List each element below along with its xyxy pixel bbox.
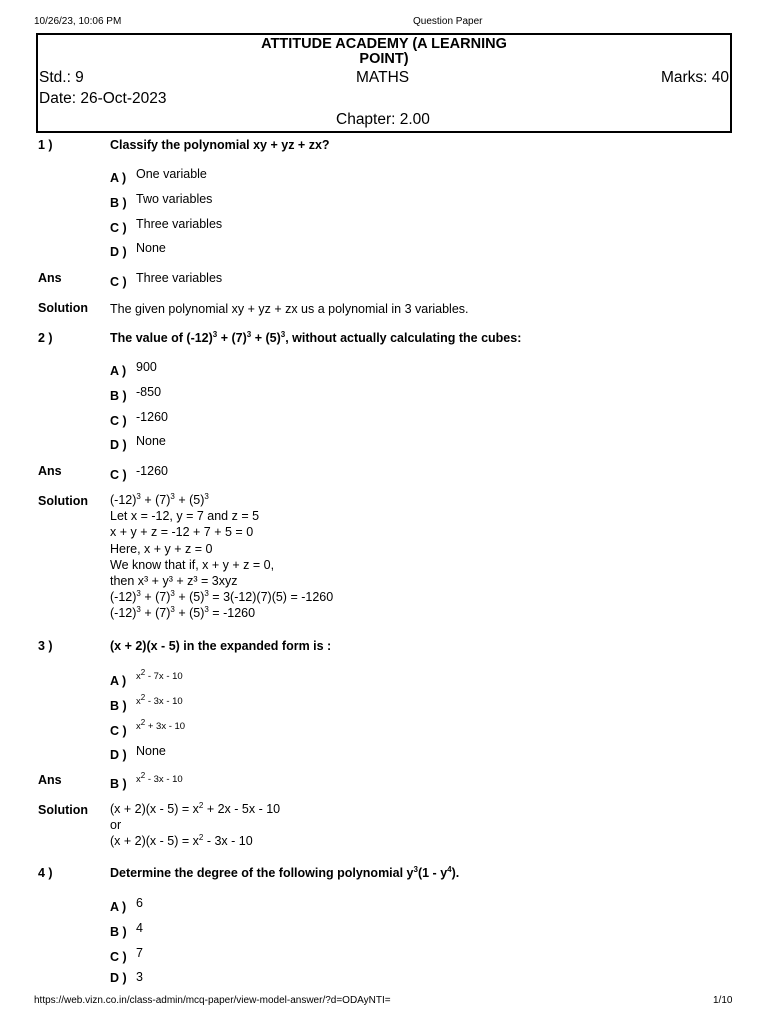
text-part: + (7) <box>140 590 171 605</box>
question-number: 4 ) <box>38 866 53 880</box>
exponent: 3 <box>136 589 141 599</box>
solution-line <box>110 801 280 817</box>
text-part: + (7) <box>140 493 171 507</box>
text-part: + (5) <box>174 606 205 621</box>
solution-line: Let x = -12, y = 7 and z = 5 <box>110 509 260 524</box>
exponent: 3 <box>204 491 209 501</box>
option-label: A ) <box>110 364 127 378</box>
chapter-label: Chapter: 2.00 <box>336 111 430 128</box>
question-text: (x + 2)(x - 5) in the expanded form is : <box>110 639 332 653</box>
exponent: 3 <box>136 605 141 615</box>
exponent: 3 <box>413 864 418 874</box>
question-part: + (5) <box>251 331 281 345</box>
text-part: + 3x - 10 <box>145 721 186 732</box>
option-text: 7 <box>136 946 143 960</box>
option-text: None <box>136 434 166 448</box>
option-text: None <box>136 744 166 758</box>
question-part: + (7) <box>217 331 247 345</box>
question-number: 2 ) <box>38 331 53 345</box>
answer-label: Ans <box>38 464 62 478</box>
option-text: One variable <box>136 167 207 181</box>
print-page-title: Question Paper <box>413 16 483 27</box>
text-part: + (7) <box>140 606 171 621</box>
text-part: + 2x - 5x - 10 <box>203 802 281 816</box>
option-text: 3 <box>136 970 143 984</box>
exponent: 3 <box>212 329 218 339</box>
answer-text: -1260 <box>136 464 168 478</box>
text-part: + (5) <box>174 493 205 507</box>
option-label: C ) <box>110 221 127 235</box>
exponent: 3 <box>170 605 175 615</box>
option-label: B ) <box>110 196 127 210</box>
option-label: B ) <box>110 389 127 403</box>
question-part: ). <box>451 866 460 880</box>
text-part: (-12) <box>110 590 137 605</box>
exponent: 2 <box>140 770 146 780</box>
exponent: 2 <box>140 667 146 677</box>
solution-line <box>110 833 280 849</box>
answer-text <box>136 770 183 785</box>
solution-line: then x³ + y³ + z³ = 3xyz <box>110 574 238 589</box>
option-text: 6 <box>136 896 143 910</box>
standard-label: Std.: 9 <box>39 69 84 86</box>
exponent: 3 <box>170 589 175 599</box>
exponent: 4 <box>447 864 452 874</box>
option-text: None <box>136 241 166 255</box>
option-text <box>136 692 183 707</box>
answer-label: Ans <box>38 773 62 787</box>
question-part: Determine the degree of the following polynomial y <box>110 866 414 880</box>
print-url: https://web.vizn.co.in/class-admin/mcq-paper/view-model-answer/?d=ODAyNTI= <box>34 995 391 1006</box>
exponent: 3 <box>246 329 252 339</box>
option-label: D ) <box>110 438 127 452</box>
text-part: = 3(-12)(7)(5) = -1260 <box>208 590 334 605</box>
exponent: 3 <box>136 491 141 501</box>
text-part: x <box>136 671 141 682</box>
option-label: B ) <box>110 699 127 713</box>
question-number: 3 ) <box>38 639 53 653</box>
subject-label: MATHS <box>356 69 410 86</box>
text-part: - 7x - 10 <box>145 671 183 682</box>
exponent: 3 <box>280 329 286 339</box>
text-part: - 3x - 10 <box>203 834 253 849</box>
solution-line: We know that if, x + y + z = 0, <box>110 557 275 572</box>
paper-header <box>36 33 732 133</box>
option-text: 4 <box>136 921 143 935</box>
exponent: 3 <box>204 605 209 615</box>
exponent: 2 <box>140 692 146 702</box>
option-text: -850 <box>136 385 162 399</box>
text-part: - 3x - 10 <box>145 696 183 707</box>
question-part: , without actually calculating the cubes: <box>285 331 522 345</box>
solution-line <box>110 492 333 508</box>
option-label: C ) <box>110 950 127 964</box>
text-part: - 3x - 10 <box>145 774 183 785</box>
solution-label: Solution <box>38 494 88 508</box>
option-text: -1260 <box>136 410 168 424</box>
print-page-number: 1/10 <box>713 995 733 1006</box>
question-part: The value of (-12) <box>110 331 213 345</box>
academy-title <box>38 37 730 67</box>
option-label: C ) <box>110 414 127 428</box>
solution-line <box>110 589 333 605</box>
option-label: C ) <box>110 724 127 738</box>
text-part: x <box>136 721 141 732</box>
option-label: D ) <box>110 971 127 985</box>
question-part: (1 - y <box>417 866 448 880</box>
academy-title-line1: ATTITUDE ACADEMY (A LEARNING <box>261 36 507 52</box>
exponent: 3 <box>204 589 209 599</box>
answer-label: Ans <box>38 271 62 285</box>
text-part: (-12) <box>110 606 137 621</box>
academy-title-line2: POINT) <box>359 51 409 67</box>
solution-label: Solution <box>38 803 88 817</box>
answer-text: Three variables <box>136 271 223 285</box>
date-label: Date: 26-Oct-2023 <box>39 90 167 107</box>
exponent: 3 <box>170 491 175 501</box>
option-label: A ) <box>110 900 127 914</box>
question-text: Classify the polynomial xy + yz + zx? <box>110 138 330 152</box>
solution-text: The given polynomial xy + yz + zx us a polynomial in 3 variables. <box>110 302 469 316</box>
text-part: = -1260 <box>208 606 256 621</box>
print-datetime: 10/26/23, 10:06 PM <box>34 16 122 27</box>
text-part: + (5) <box>174 590 205 605</box>
option-text: Three variables <box>136 217 223 231</box>
option-text <box>136 717 186 732</box>
option-label: B ) <box>110 925 127 939</box>
option-text: 900 <box>136 360 157 374</box>
solution-text <box>110 801 280 850</box>
solution-line <box>110 605 333 621</box>
answer-letter: C ) <box>110 468 127 482</box>
exponent: 2 <box>140 717 146 727</box>
option-label: A ) <box>110 674 127 688</box>
option-text: Two variables <box>136 192 213 206</box>
exponent: 2 <box>198 833 204 843</box>
marks-label: Marks: 40 <box>660 69 729 86</box>
text-part: (x + 2)(x - 5) = x <box>110 834 199 849</box>
text-part: (x + 2)(x - 5) = x <box>110 802 199 816</box>
option-label: A ) <box>110 171 127 185</box>
option-label: D ) <box>110 245 127 259</box>
solution-text <box>110 492 333 622</box>
exponent: 2 <box>198 800 204 810</box>
text-part: x <box>136 696 141 707</box>
text-part: (-12) <box>110 493 137 507</box>
text-part: x <box>136 774 141 785</box>
question-text <box>110 331 521 345</box>
solution-line: or <box>110 818 122 833</box>
answer-letter: B ) <box>110 777 127 791</box>
solution-label: Solution <box>38 301 88 315</box>
answer-letter: C ) <box>110 275 127 289</box>
option-label: D ) <box>110 748 127 762</box>
question-number: 1 ) <box>38 138 53 152</box>
solution-line: x + y + z = -12 + 7 + 5 = 0 <box>110 525 254 540</box>
question-text <box>110 866 459 880</box>
solution-line: Here, x + y + z = 0 <box>110 541 213 556</box>
option-text <box>136 667 183 682</box>
